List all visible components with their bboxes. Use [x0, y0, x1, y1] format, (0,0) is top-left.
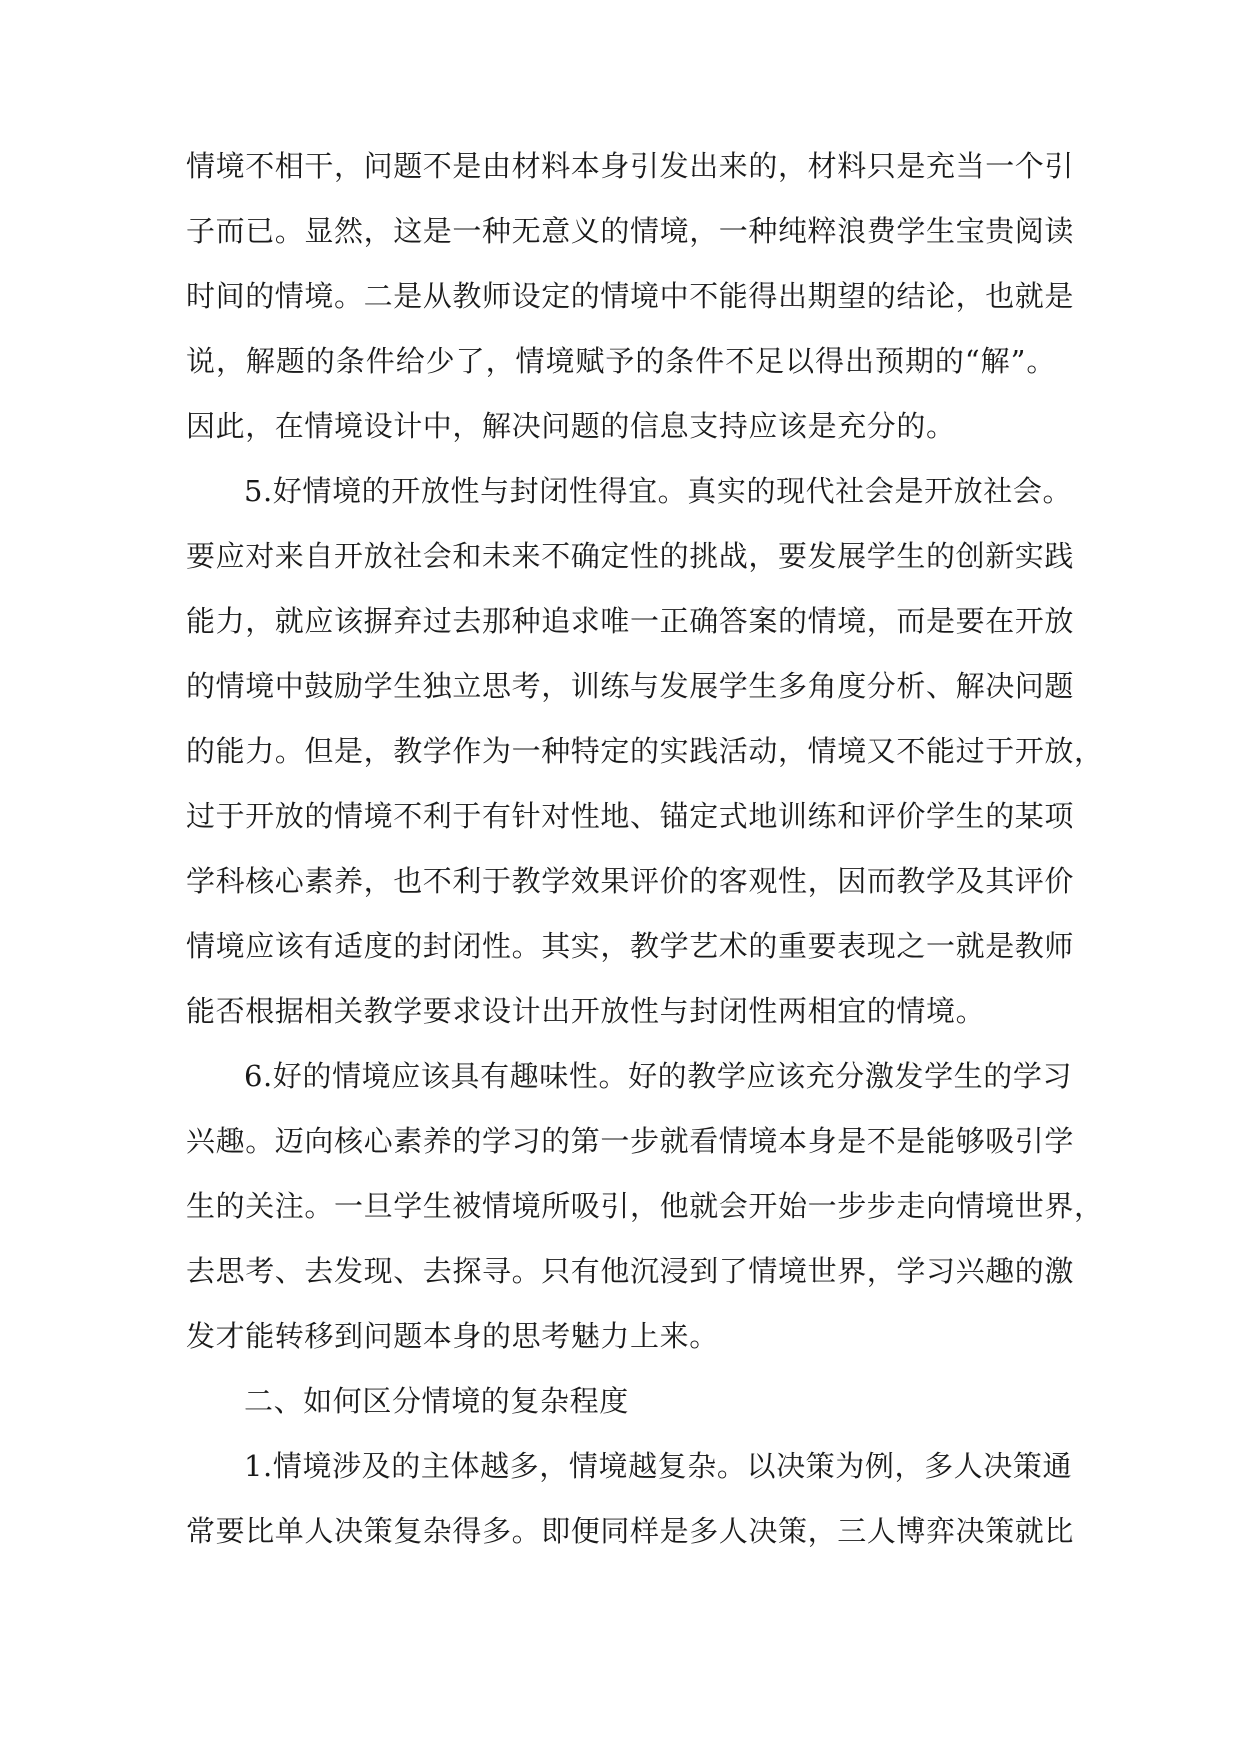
text-line: 常要比单人决策复杂得多。即便同样是多人决策，三人博弈决策就比: [186, 1514, 1075, 1548]
text-line: 的能力。但是，教学作为一种特定的实践活动，情境又不能过于开放，: [186, 734, 1104, 768]
text-line: 子而已。显然，这是一种无意义的情境，一种纯粹浪费学生宝贵阅读: [186, 214, 1075, 248]
text-line: 情境应该有适度的封闭性。其实，教学艺术的重要表现之一就是教师: [186, 929, 1075, 963]
text-line: 的情境中鼓励学生独立思考，训练与发展学生多角度分析、解决问题: [186, 669, 1075, 703]
text-line: 因此，在情境设计中，解决问题的信息支持应该是充分的。: [186, 409, 956, 443]
text-line: 去思考、去发现、去探寻。只有他沉浸到了情境世界，学习兴趣的激: [186, 1254, 1075, 1288]
text-line: 说，解题的条件给少了，情境赋予的条件不足以得出预期的“解”。: [186, 344, 1056, 378]
text-line: 生的关注。一旦学生被情境所吸引，他就会开始一步步走向情境世界，: [186, 1189, 1104, 1223]
paragraph-heading-1: 1.情境涉及的主体越多，情境越复杂。以决策为例，多人决策通: [244, 1449, 1073, 1483]
text-line: 能力，就应该摒弃过去那种追求唯一正确答案的情境，而是要在开放: [186, 604, 1075, 638]
section-heading: 二、如何区分情境的复杂程度: [244, 1384, 629, 1418]
text-line: 发才能转移到问题本身的思考魅力上来。: [186, 1319, 719, 1353]
text-line: 学科核心素养，也不利于教学效果评价的客观性，因而教学及其评价: [186, 864, 1075, 898]
text-line: 兴趣。迈向核心素养的学习的第一步就看情境本身是不是能够吸引学: [186, 1124, 1075, 1158]
text-line: 过于开放的情境不利于有针对性地、锚定式地训练和评价学生的某项: [186, 799, 1075, 833]
text-line: 要应对来自开放社会和未来不确定性的挑战，要发展学生的创新实践: [186, 539, 1075, 573]
paragraph-heading-6: 6.好的情境应该具有趣味性。好的教学应该充分激发学生的学习: [244, 1059, 1073, 1093]
text-line: 时间的情境。二是从教师设定的情境中不能得出期望的结论，也就是: [186, 279, 1075, 313]
text-line: 能否根据相关教学要求设计出开放性与封闭性两相宜的情境。: [186, 994, 986, 1028]
paragraph-heading-5: 5.好情境的开放性与封闭性得宜。真实的现代社会是开放社会。: [244, 474, 1073, 508]
text-line: 情境不相干，问题不是由材料本身引发出来的，材料只是充当一个引: [186, 149, 1075, 183]
